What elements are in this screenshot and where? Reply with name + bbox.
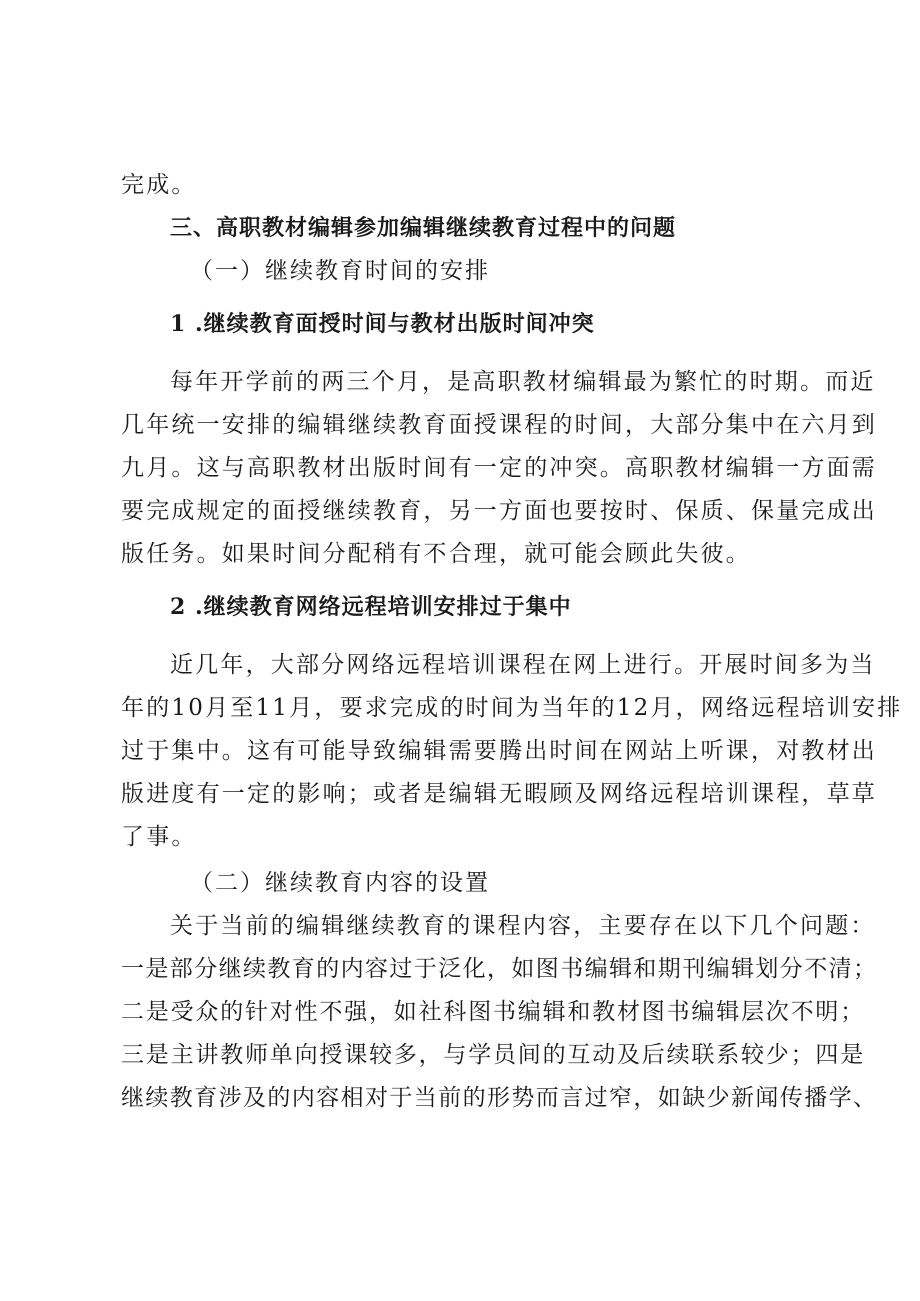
subsection-1-heading: （一）继续教育时间的安排 [190, 258, 490, 284]
paragraph-line: 九月。这与高职教材出版时间有一定的冲突。高职教材编辑一方面需 [121, 455, 877, 481]
paragraph-line: 了事。 [121, 824, 197, 850]
item-2-heading: 2 .继续教育网络远程培训安排过于集中 [170, 594, 572, 620]
section-3-heading: 三、高职教材编辑参加编辑继续教育过程中的问题 [170, 215, 677, 241]
paragraph-line: 版任务。如果时间分配稍有不合理，就可能会顾此失彼。 [121, 541, 751, 567]
paragraph-line: 几年统一安排的编辑继续教育面授课程的时间，大部分集中在六月到 [121, 412, 877, 438]
paragraph-line: 过于集中。这有可能导致编辑需要腾出时间在网站上听课，对教材出 [121, 738, 877, 764]
continued-text-line: 完成。 [121, 172, 197, 198]
paragraph-line: 二是受众的针对性不强，如社科图书编辑和教材图书编辑层次不明； [121, 999, 865, 1025]
item-1-heading: 1 .继续教育面授时间与教材出版时间冲突 [170, 311, 595, 337]
paragraph-line: 继续教育涉及的内容相对于当前的形势而言过窄，如缺少新闻传播学、 [121, 1085, 878, 1111]
paragraph-line: 版进度有一定的影响；或者是编辑无暇顾及网络远程培训课程，草草 [121, 781, 877, 807]
paragraph-line: 要完成规定的面授继续教育，另一方面也要按时、保质、保量完成出 [121, 498, 877, 524]
subsection-2-heading: （二）继续教育内容的设置 [190, 870, 490, 896]
paragraph-line: 关于当前的编辑继续教育的课程内容，主要存在以下几个问题： [170, 913, 876, 939]
paragraph-line: 近几年，大部分网络远程培训课程在网上进行。开展时间多为当 [170, 652, 876, 678]
paragraph-line: 年的10月至11月，要求完成的时间为当年的12月，网络远程培训安排 [121, 695, 903, 721]
paragraph-line: 一是部分继续教育的内容过于泛化，如图书编辑和期刊编辑划分不清； [121, 956, 878, 982]
paragraph-line: 三是主讲教师单向授课较多，与学员间的互动及后续联系较少；四是 [121, 1042, 865, 1068]
paragraph-line: 每年开学前的两三个月，是高职教材编辑最为繁忙的时期。而近 [170, 369, 876, 395]
